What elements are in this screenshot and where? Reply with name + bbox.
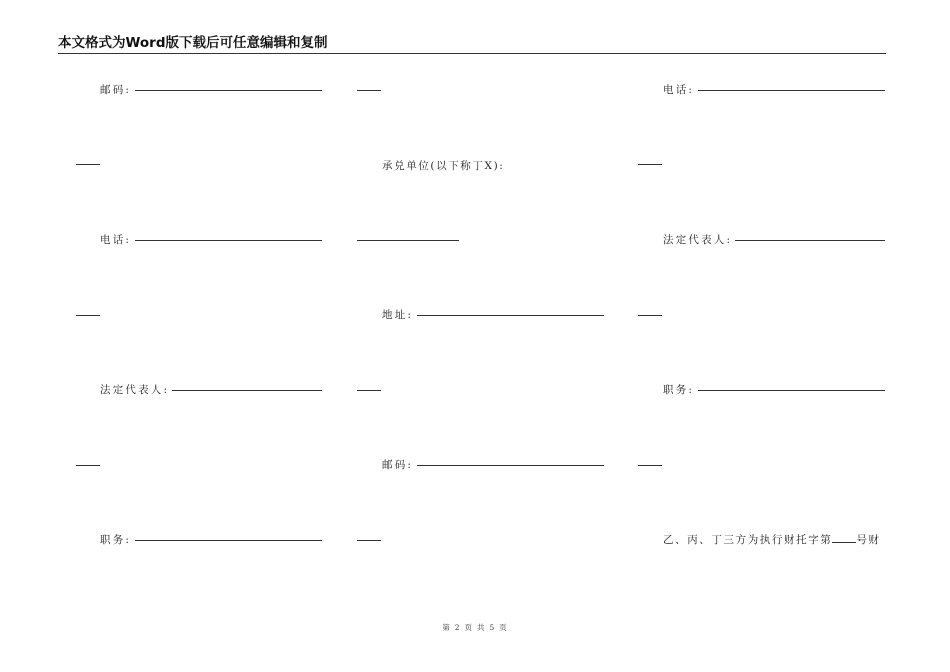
agreement-text-end: 号财	[856, 534, 881, 546]
footer-page-unit: 页	[464, 623, 473, 632]
form-row-4	[0, 303, 950, 323]
footer-prefix: 第	[442, 623, 451, 632]
legal-representative-label: 法定代表人:	[100, 384, 170, 396]
phone-field[interactable]	[698, 90, 885, 91]
phone-label: 电话:	[100, 234, 132, 246]
phone-label: 电话:	[663, 84, 695, 96]
address-field[interactable]	[417, 315, 604, 316]
case-number-field[interactable]	[832, 533, 856, 543]
postcode-field[interactable]	[417, 465, 604, 466]
legal-representative-label: 法定代表人:	[663, 234, 733, 246]
position-field[interactable]	[135, 540, 322, 541]
postcode-label: 邮码:	[100, 84, 132, 96]
blank-line	[638, 465, 662, 466]
footer-total: 5	[489, 623, 496, 632]
phone-field[interactable]	[135, 240, 322, 241]
blank-line	[638, 164, 662, 165]
blank-line	[76, 164, 100, 165]
position-field[interactable]	[698, 390, 885, 391]
position-label: 职务:	[100, 534, 132, 546]
form-row-5	[0, 378, 950, 398]
blank-line	[357, 390, 381, 391]
blank-line	[357, 240, 459, 241]
agreement-text	[663, 532, 881, 547]
footer-total-unit: 页	[499, 623, 508, 632]
form-row-6	[0, 453, 950, 473]
blank-line	[357, 540, 381, 541]
legal-representative-field[interactable]	[172, 390, 322, 391]
acceptor-unit-label: 承兑单位(以下称丁X):	[382, 160, 505, 172]
position-label: 职务:	[663, 384, 695, 396]
form-row-3	[0, 228, 950, 248]
form-row-1	[0, 78, 950, 98]
blank-line	[76, 465, 100, 466]
form-row-7	[0, 528, 950, 548]
footer-total-prefix: 共	[477, 623, 486, 632]
form-row-2	[0, 154, 950, 174]
blank-line	[357, 90, 381, 91]
address-label: 地址:	[382, 309, 414, 321]
page-number-footer	[0, 622, 950, 633]
postcode-field[interactable]	[135, 90, 322, 91]
blank-line	[638, 315, 662, 316]
agreement-text-start: 乙、丙、丁三方为执行财托字第	[663, 534, 833, 546]
document-header-title: 本文格式为Word版下载后可任意编辑和复制	[58, 36, 886, 54]
legal-representative-field[interactable]	[735, 240, 885, 241]
footer-page: 2	[454, 623, 461, 632]
blank-line	[76, 315, 100, 316]
postcode-label: 邮码:	[382, 459, 414, 471]
